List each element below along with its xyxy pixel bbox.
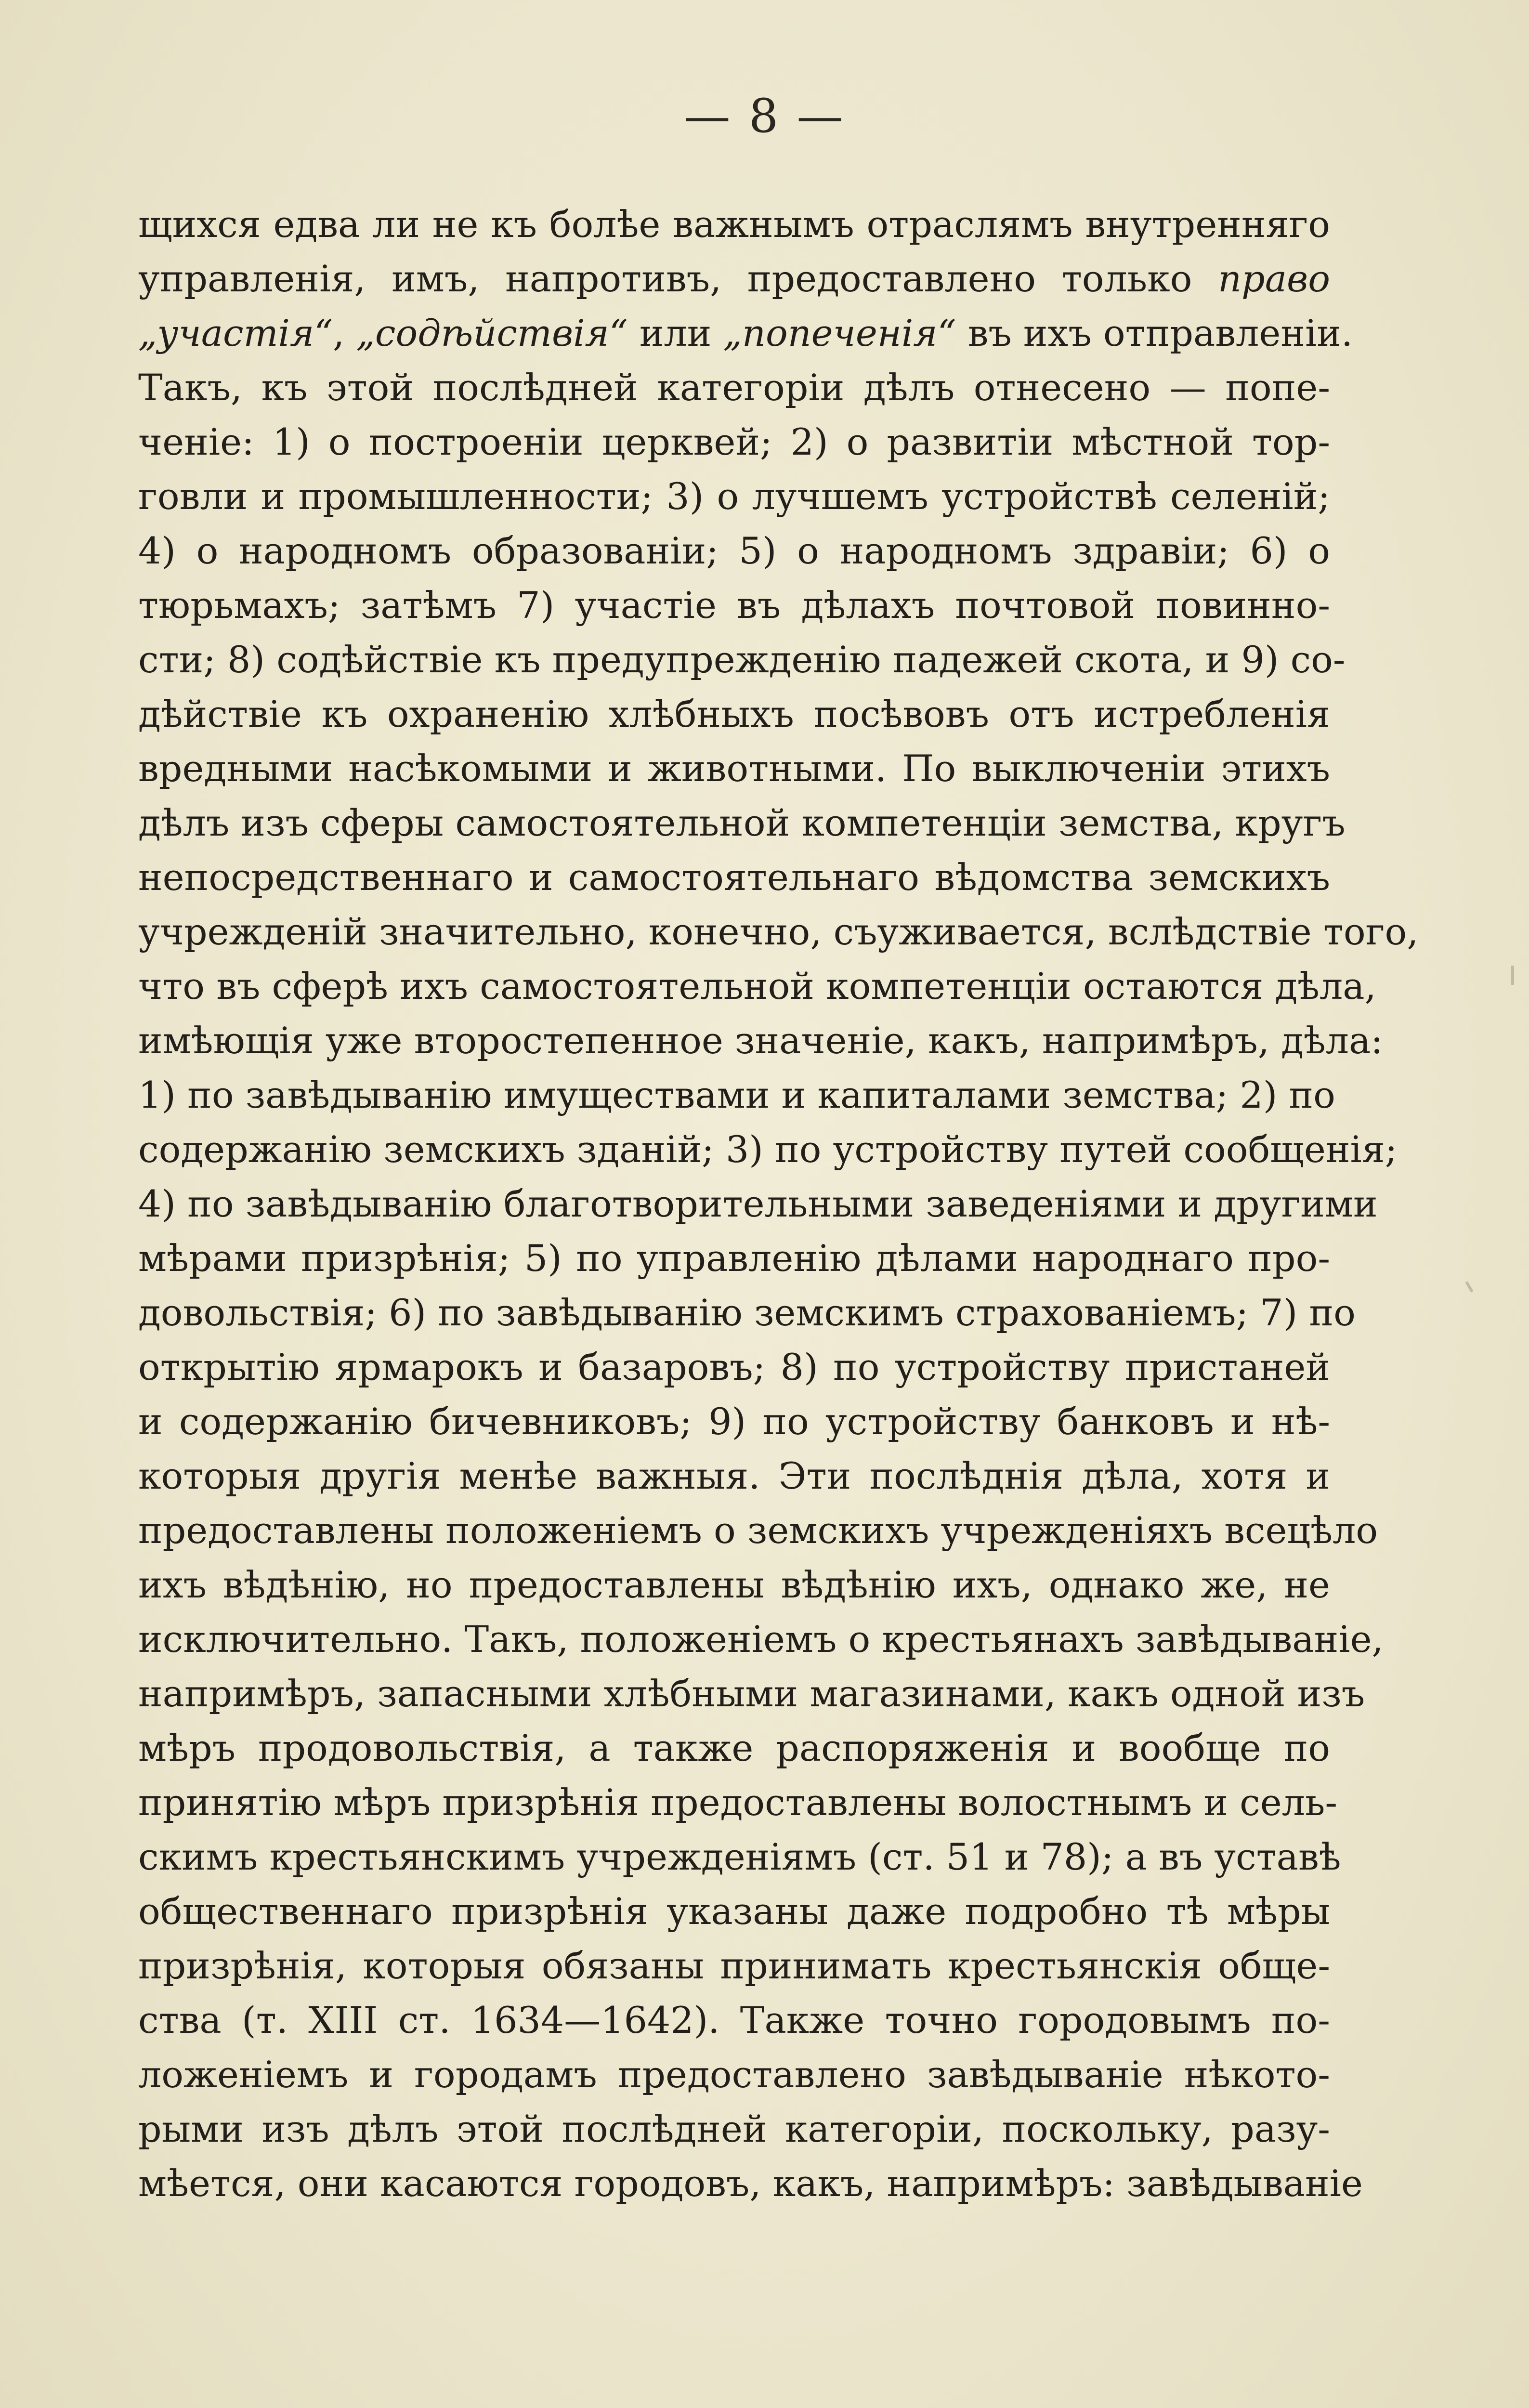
margin-mark [1465, 1281, 1473, 1293]
text-line [138, 1561, 1330, 1609]
text-line [138, 1071, 1335, 1119]
text-line [138, 581, 1330, 629]
text-segment: тюрьмахъ; затѣмъ 7) участіе въ дѣлахъ почтовой повинно- [138, 584, 1330, 627]
italic-term: „попеченія“ [723, 312, 956, 354]
text-line [138, 472, 1330, 521]
text-line [138, 799, 1346, 847]
text-segment: довольствія; 6) по завѣдыванію земскимъ страхованіемъ; 7) по [138, 1291, 1356, 1334]
text-segment: Такъ, къ этой послѣдней категоріи дѣлъ отнесено — попе- [138, 366, 1330, 409]
text-segment: учрежденій значительно, конечно, съуживается, вслѣдствіе того, [138, 910, 1419, 953]
text-line [138, 1125, 1398, 1174]
text-line [138, 1289, 1356, 1337]
text-line [138, 1996, 1330, 2044]
text-segment: 4) о народномъ образованіи; 5) о народномъ здравіи; 6) о [138, 529, 1330, 572]
text-line [138, 1670, 1365, 1718]
text-line [138, 418, 1330, 466]
text-segment: сти; 8) содѣйствіе къ предупрежденію падежей скота, и 9) со- [138, 638, 1346, 681]
text-line [138, 364, 1330, 412]
text-line [138, 1506, 1378, 1555]
text-segment: управленія, имъ, напротивъ, предоставлено только [138, 257, 1218, 300]
text-segment: открытію ярмарокъ и базаровъ; 8) по устройству пристаней [138, 1346, 1330, 1388]
text-line [138, 908, 1419, 956]
text-segment: дѣлъ изъ сферы самостоятельной компетенціи земства, кругъ [138, 801, 1346, 844]
text-segment: призрѣнія, которыя обязаны принимать крестьянскія обще- [138, 1944, 1330, 1987]
text-segment: предоставлены положеніемъ о земскихъ учрежденіяхъ всецѣло [138, 1509, 1378, 1552]
italic-term: „участія“ [138, 312, 333, 354]
text-segment: мѣрами призрѣнія; 5) по управленію дѣлами народнаго про- [138, 1237, 1330, 1280]
text-segment: общественнаго призрѣнія указаны даже подробно тѣ мѣры [138, 1890, 1330, 1933]
text-line [138, 2051, 1330, 2099]
text-line [138, 255, 1330, 303]
text-line [138, 309, 1353, 357]
text-segment: исключительно. Такъ, положеніемъ о крестьянахъ завѣдываніе, [138, 1618, 1384, 1661]
text-segment: 1) по завѣдыванію имуществами и капиталами земства; 2) по [138, 1073, 1335, 1116]
text-segment: вредными насѣкомыми и животными. По выключеніи этихъ [138, 747, 1330, 790]
text-segment: 4) по завѣдыванію благотворительными заведеніями и другими [138, 1182, 1378, 1225]
text-line [138, 200, 1330, 249]
text-segment: щихся едва ли не къ болѣе важнымъ отраслямъ внутренняго [138, 203, 1330, 246]
text-segment: и содержанію бичевниковъ; 9) по устройству банковъ и нѣ- [138, 1400, 1330, 1443]
text-segment: содержанію земскихъ зданій; 3) по устройству путей сообщенія; [138, 1128, 1398, 1171]
text-segment: ства (т. XIII ст. 1634—1642). Также точно городовымъ по- [138, 1999, 1330, 2042]
text-line [138, 853, 1330, 902]
text-segment: ихъ вѣдѣнію, но предоставлены вѣдѣнію ихъ, однако же, не [138, 1563, 1330, 1606]
text-line [138, 1180, 1378, 1228]
text-segment: рыми изъ дѣлъ этой послѣдней категоріи, поскольку, разу- [138, 2107, 1330, 2150]
text-segment: мѣръ продовольствія, а также распоряженія и вообще по [138, 1727, 1330, 1769]
text-segment: или [627, 312, 723, 354]
text-line [138, 1234, 1330, 1283]
text-segment: что въ сферѣ ихъ самостоятельной компетенціи остаются дѣла, [138, 965, 1376, 1008]
text-segment: имѣющія уже второстепенное значеніе, какъ, напримѣръ, дѣла: [138, 1019, 1383, 1062]
text-line [138, 962, 1376, 1010]
italic-term: право [1218, 257, 1330, 300]
page-number: — 8 — [684, 89, 845, 143]
text-segment: ченіе: 1) о построеніи церквей; 2) о развитіи мѣстной тор- [138, 420, 1330, 463]
text-line [138, 1615, 1384, 1663]
text-line [138, 745, 1330, 793]
text-segment: которыя другія менѣе важныя. Эти послѣднія дѣла, хотя и [138, 1454, 1330, 1497]
text-segment: , [333, 312, 356, 354]
text-line [138, 1398, 1330, 1446]
text-segment: скимъ крестьянскимъ учрежденіямъ (ст. 51 и 78); а въ уставѣ [138, 1835, 1341, 1878]
text-line [138, 1724, 1330, 1772]
text-segment: напримѣръ, запасными хлѣбными магазинами, какъ одной изъ [138, 1672, 1365, 1715]
text-line [138, 636, 1346, 684]
text-line [138, 1779, 1338, 1827]
text-segment: въ ихъ отправленіи. [956, 312, 1353, 354]
text-line [138, 527, 1330, 575]
text-line [138, 2105, 1330, 2153]
text-line [138, 690, 1330, 738]
text-line [138, 1452, 1330, 1500]
text-segment: принятію мѣръ призрѣнія предоставлены волостнымъ и сель- [138, 1781, 1338, 1824]
text-line [138, 2159, 1363, 2208]
text-line [138, 1833, 1341, 1881]
text-segment: ложеніемъ и городамъ предоставлено завѣдываніе нѣкото- [138, 2053, 1330, 2096]
text-segment: непосредственнаго и самостоятельнаго вѣдомства земскихъ [138, 856, 1330, 899]
text-line [138, 1017, 1383, 1065]
text-line [138, 1343, 1330, 1391]
text-segment: дѣйствіе къ охраненію хлѣбныхъ посѣвовъ отъ истребленія [138, 693, 1330, 735]
italic-term: „содѣйствія“ [356, 312, 628, 354]
text-segment: мѣется, они касаются городовъ, какъ, напримѣръ: завѣдываніе [138, 2162, 1363, 2205]
text-line [138, 1887, 1330, 1936]
text-line [138, 1942, 1330, 1990]
text-segment: говли и промышленности; 3) о лучшемъ устройствѣ селеній; [138, 475, 1330, 518]
margin-mark [1511, 966, 1514, 985]
